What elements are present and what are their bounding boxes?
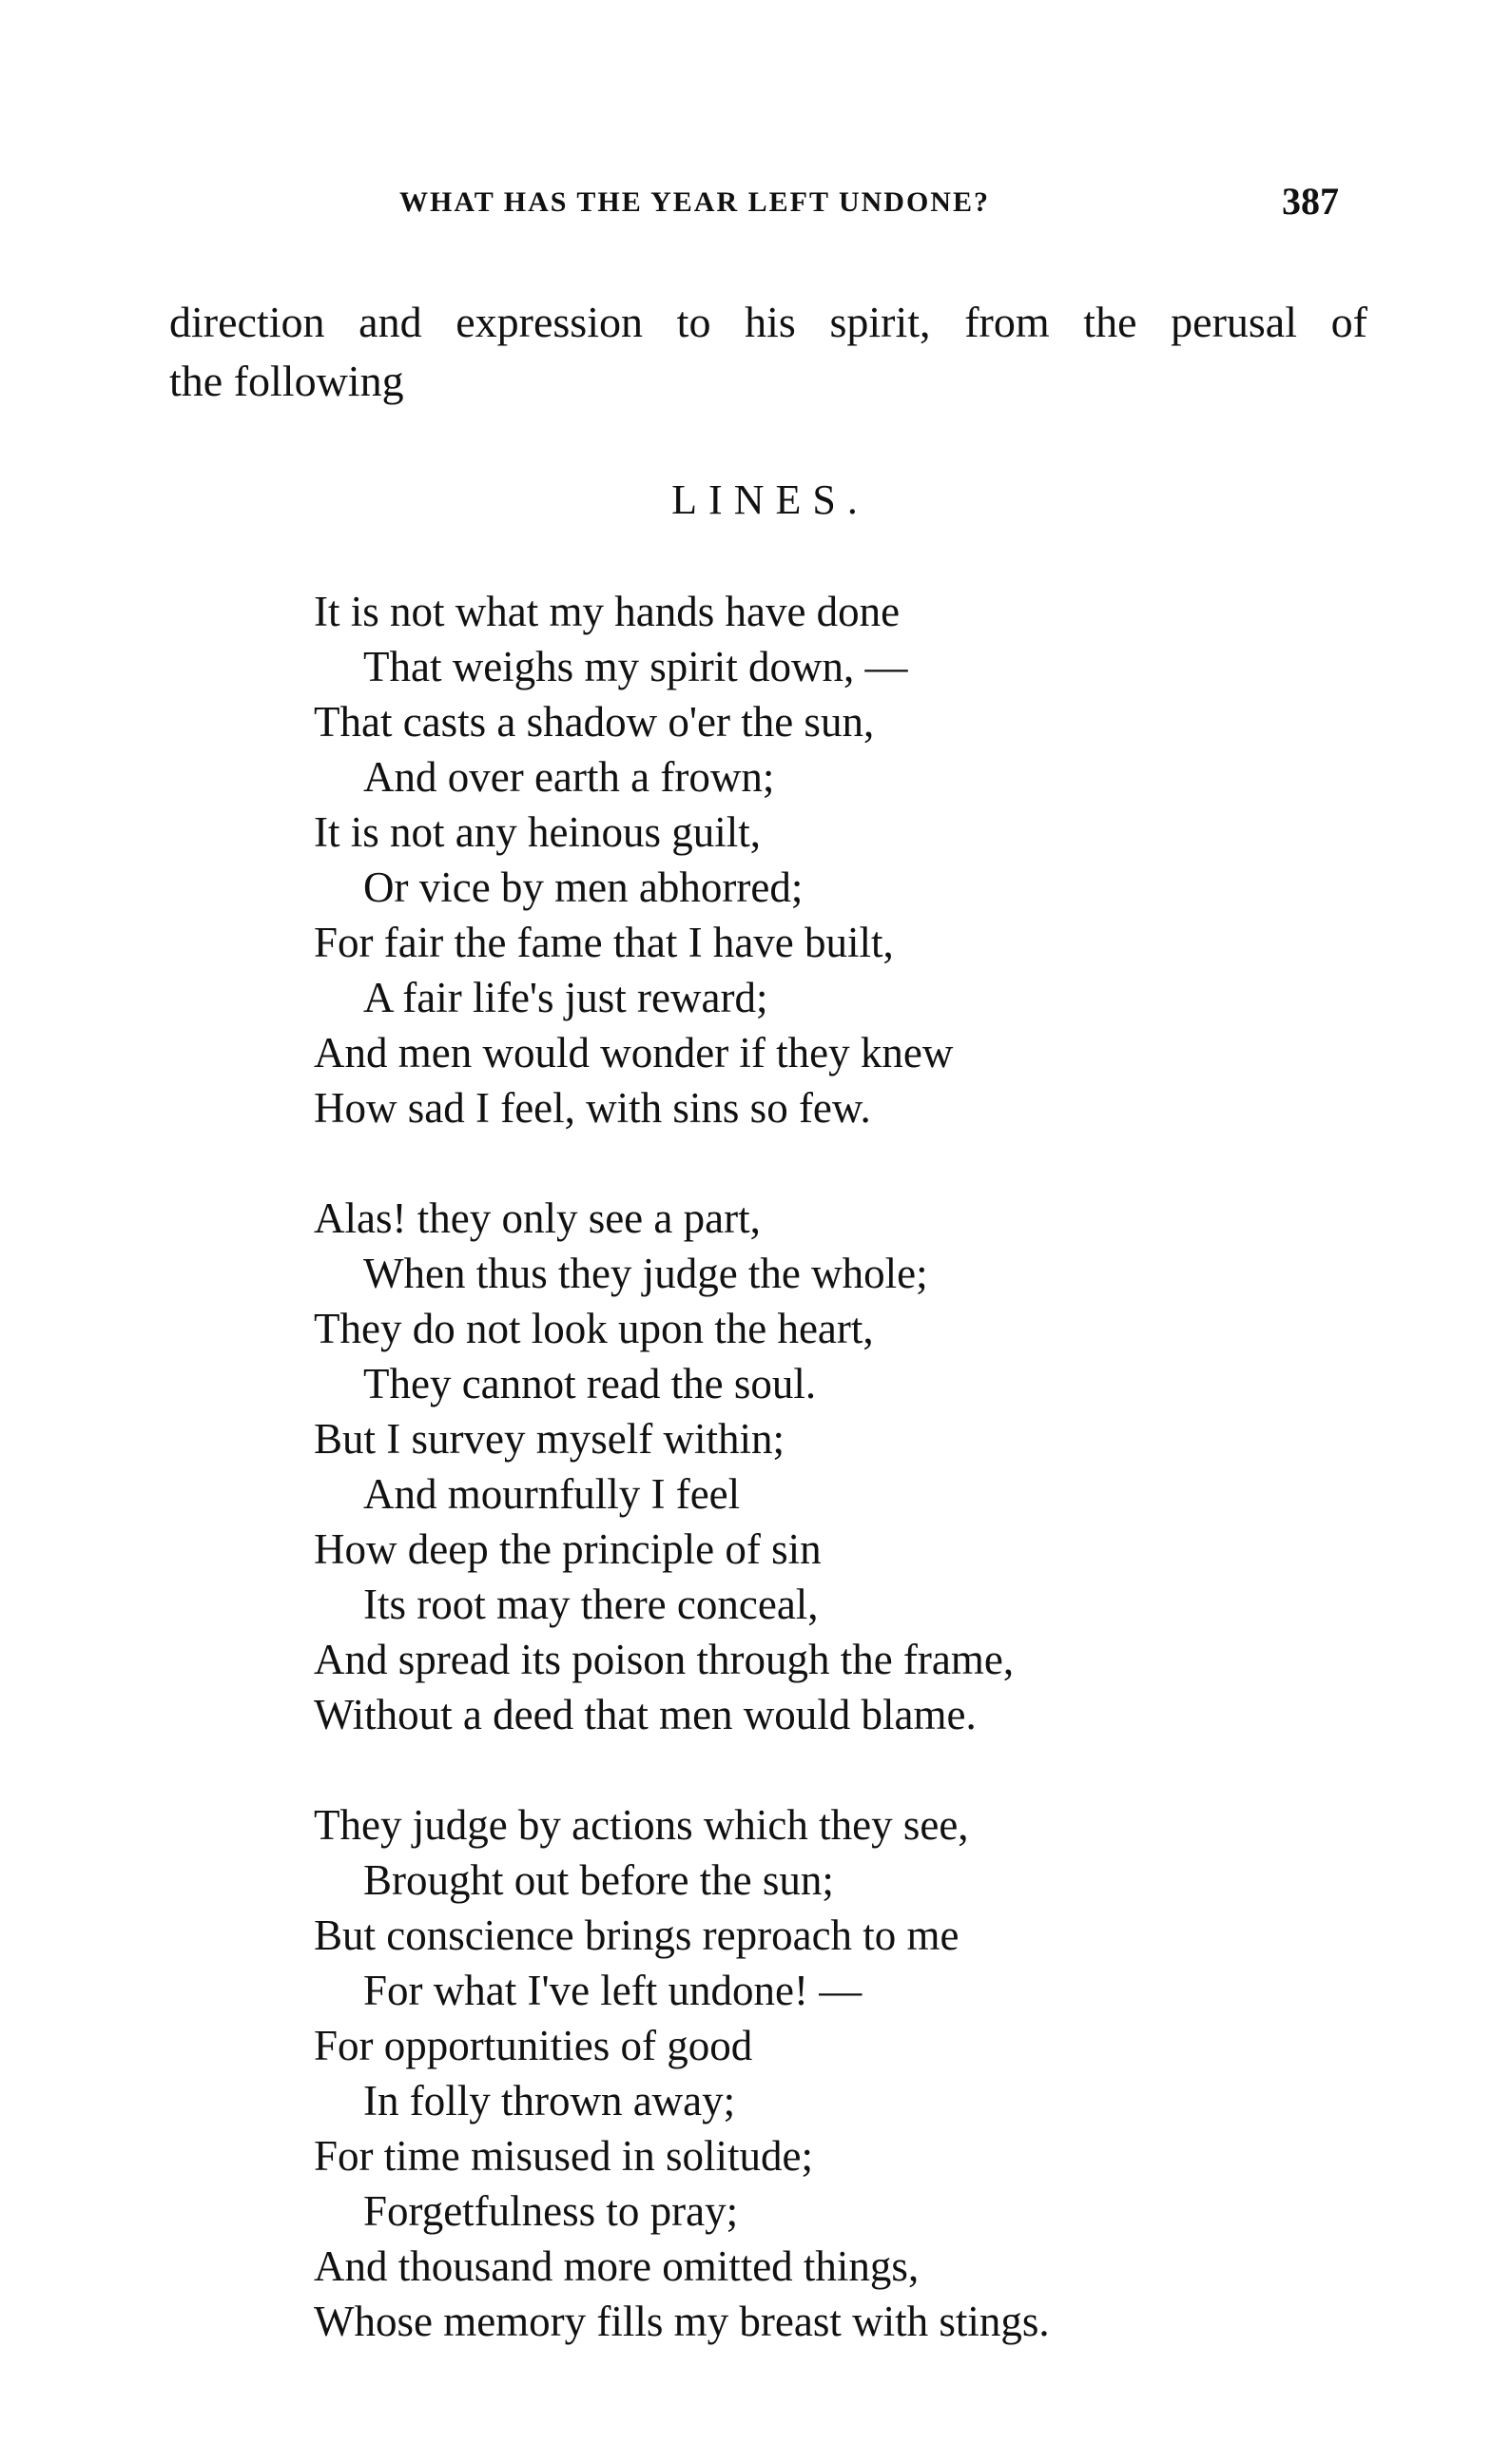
verse-line: For what I've left undone! — xyxy=(363,1967,863,2014)
verse-line: That weighs my spirit down, — xyxy=(363,643,908,690)
intro-line: direction and expression to his spirit, from the perusal of xyxy=(169,298,1367,346)
verse-line: They judge by actions which they see, xyxy=(314,1801,969,1849)
verse-line: When thus they judge the whole; xyxy=(363,1250,928,1297)
poem xyxy=(314,584,1360,2349)
verse-line: Its root may there conceal, xyxy=(363,1581,819,1628)
intro-paragraph xyxy=(169,293,1367,411)
verse-line: It is not what my hands have done xyxy=(314,588,901,635)
verse-line: Without a deed that men would blame. xyxy=(314,1691,977,1738)
verse-line: But conscience brings reproach to me xyxy=(314,1911,960,1959)
verse-line: And spread its poison through the frame, xyxy=(314,1636,1015,1683)
verse-line: They cannot read the soul. xyxy=(363,1360,817,1407)
verse-line: In folly thrown away; xyxy=(363,2077,736,2125)
verse-line: Or vice by men abhorred; xyxy=(363,864,804,911)
verse-line: A fair life's just reward; xyxy=(363,974,768,1021)
poem-title: LINES. xyxy=(671,476,869,523)
verse-line: How sad I feel, with sins so few. xyxy=(314,1084,871,1132)
stanza-3 xyxy=(314,1797,1360,2349)
verse-line: Whose memory fills my breast with stings. xyxy=(314,2298,1050,2345)
verse-line: That casts a shadow o'er the sun, xyxy=(314,698,875,746)
verse-line: And men would wonder if they knew xyxy=(314,1029,954,1077)
stanza-1 xyxy=(314,584,1360,1135)
verse-line: But I survey myself within; xyxy=(314,1415,785,1463)
verse-line: Forgetfulness to pray; xyxy=(363,2187,739,2235)
verse-line: And mournfully I feel xyxy=(363,1470,741,1518)
verse-line: And thousand more omitted things, xyxy=(314,2242,920,2290)
running-head: WHAT HAS THE YEAR LEFT UNDONE? xyxy=(399,186,990,218)
verse-line: For fair the fame that I have built, xyxy=(314,919,894,966)
page-number: 387 xyxy=(1282,180,1339,223)
stanza-2 xyxy=(314,1191,1360,1742)
verse-line: For time misused in solitude; xyxy=(314,2132,813,2180)
verse-line: Alas! they only see a part, xyxy=(314,1194,761,1242)
verse-line: For opportunities of good xyxy=(314,2022,753,2069)
stanza-gap xyxy=(314,1135,1360,1191)
stanza-gap xyxy=(314,1742,1360,1797)
verse-line: It is not any heinous guilt, xyxy=(314,808,761,856)
verse-line: How deep the principle of sin xyxy=(314,1525,822,1573)
verse-line: They do not look upon the heart, xyxy=(314,1305,874,1352)
verse-line: Brought out before the sun; xyxy=(363,1856,834,1904)
verse-line: And over earth a frown; xyxy=(363,753,775,801)
intro-line: the following xyxy=(169,357,404,405)
